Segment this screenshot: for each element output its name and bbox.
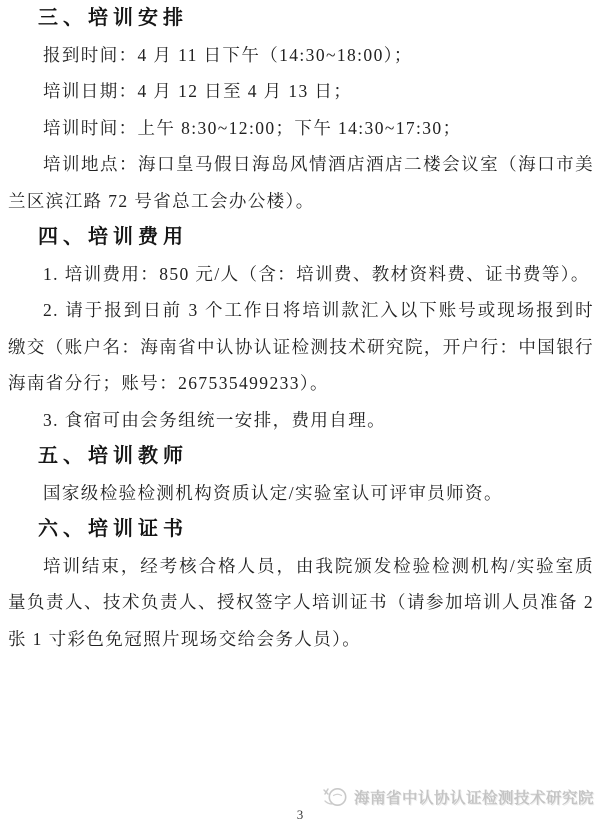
paragraph-training-venue: 培训地点：海口皇马假日海岛风情酒店酒店二楼会议室（海口市美兰区滨江路 72 号省总工会办公楼）。 <box>8 154 594 211</box>
section-heading-arrangement: 三、培训安排 <box>38 7 188 29</box>
footer-watermark <box>321 785 594 809</box>
paragraph-certificate: 培训结束，经考核合格人员，由我院颁发检验检测机构/实验室质量负责人、技术负责人、授权签字人培训证书（请参加培训人员准备 2 张 1 寸彩色免冠照片现场交给会务人员）。 <box>8 555 594 649</box>
paragraph-trainers: 国家级检验检测机构资质认定/实验室认可评审员师资。 <box>43 482 503 503</box>
institute-seal-icon <box>321 785 349 809</box>
paragraph-registration-time: 报到时间：4 月 11 日下午（14:30~18:00）； <box>43 44 413 65</box>
paragraph-training-dates: 培训日期：4 月 12 日至 4 月 13 日； <box>43 81 353 101</box>
paragraph-training-hours: 培训时间：上午 8:30~12:00；下午 14:30~17:30； <box>43 117 462 138</box>
paragraph-meals-lodging: 3. 食宿可由会务组统一安排，费用自理。 <box>43 409 386 430</box>
paragraph-payment-remittance: 2. 请于报到日前 3 个工作日将培训款汇入以下账号或现场报到时缴交（账户名：海南省中认协认证检测技术研究院，开户行：中国银行海南省分行；账号：267535499233）。 <box>8 300 594 393</box>
watermark-text: 海南省中认协认证检测技术研究院 <box>353 790 594 807</box>
section-heading-teachers: 五、培训教师 <box>38 445 188 467</box>
paragraph-fee-amount: 1. 培训费用：850 元/人（含：培训费、教材资料费、证书费等）。 <box>43 263 590 284</box>
section-heading-certificate: 六、培训证书 <box>38 518 188 540</box>
section-heading-fees: 四、培训费用 <box>38 226 188 248</box>
page-number: 3 <box>296 807 304 822</box>
